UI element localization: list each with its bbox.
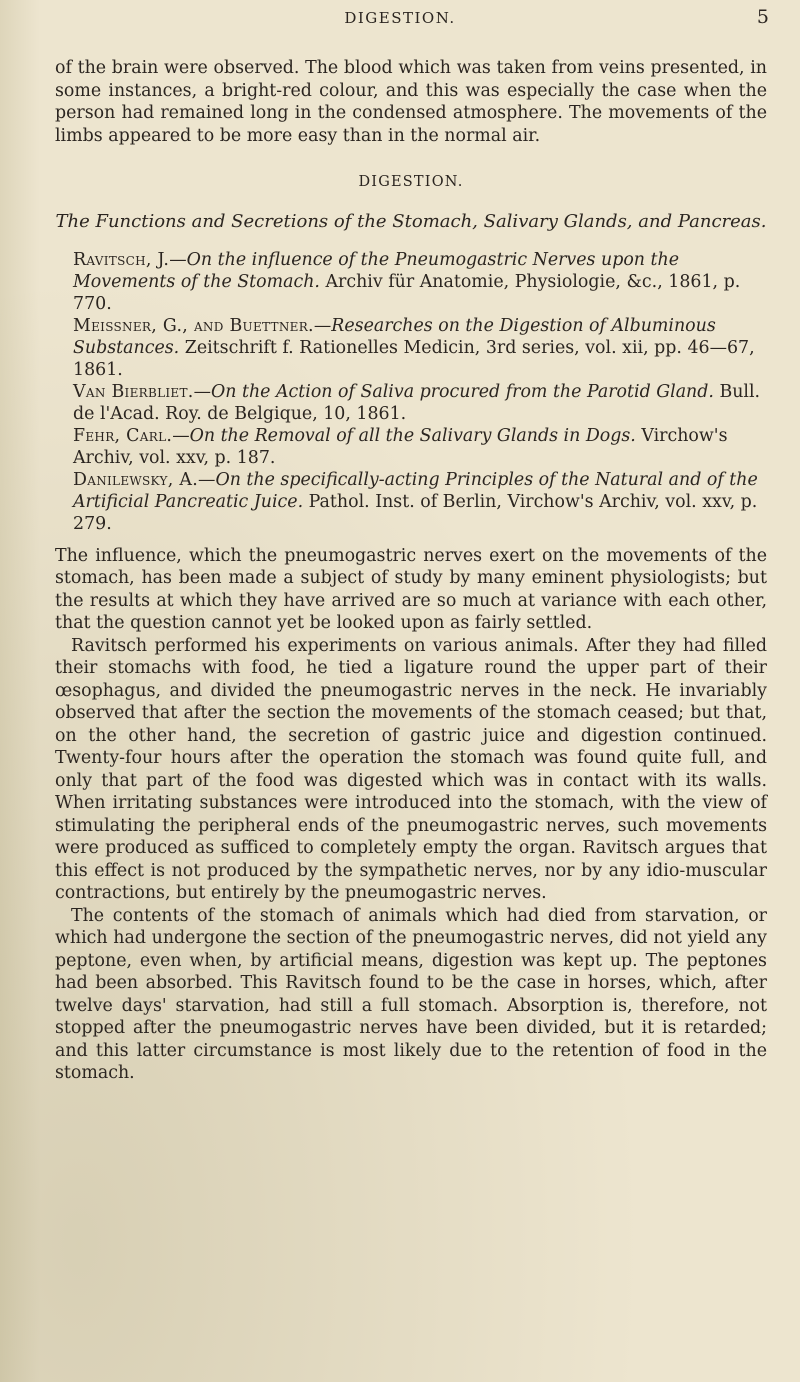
reference-author: Danilewsky, A.: [73, 469, 199, 490]
reference-author: Meissner, G., and Buettner.: [73, 315, 314, 336]
body-paragraph: The influence, which the pneumogastric nerves exert on the movements of the stomach, has been made a subject of study by many eminent physiologists; but the results at which they have arrived are so much at variance with each other, that the question cannot yet be looked upon as fairly settled.: [55, 545, 767, 633]
page-content: [55, 57, 767, 1085]
reference-title: On the Removal of all the Salivary Glands in Dogs.: [189, 425, 636, 446]
reference-item: Danilewsky, A.—On the specifically-acting Principles of the Natural and of the Artificial Pancreatic Juice. Pathol. Inst. of Berlin, Virchow's Archiv, vol. xxv, p. 279.: [73, 469, 758, 534]
reference-title: Researches on the Digestion of Albuminous Substances.: [73, 315, 716, 358]
reference-source: Pathol. Inst. of Berlin, Virchow's Archiv, vol. xxv, p. 279.: [73, 491, 758, 534]
reference-item: Van Bierbliet.—On the Action of Saliva procured from the Parotid Gland. Bull. de l'Acad. Roy. de Belgique, 10, 1861.: [73, 381, 761, 424]
reference-source: Virchow's Archiv, vol. xxv, p. 187.: [73, 425, 728, 468]
body-paragraph: Ravitsch performed his experiments on various animals. After they had filled their stomachs with food, he tied a ligature round the upper part of their œsophagus, and divided the pneumogastric nerves in the neck. He invariably observed that after the section the movements of the stomach ceased; but that, on the other hand, the secretion of gastric juice and digestion continued. Twenty-four hours after the operation the stomach was found quite full, and only that part of the food was digested which was in contact with its walls. When irritating substances were introduced into the stomach, with the view of stimulating the peripheral ends of the pneumogastric nerves, such movements were produced as sufficed to completely empty the organ. Ravitsch argues that this effect is not produced by the sympathetic nerves, nor by any idio-muscular contractions, but entirely by the pneumogastric nerves.: [55, 635, 767, 903]
intro-paragraph: of the brain were observed. The blood which was taken from veins presented, in some instances, a bright-red colour, and this was especially the case when the person had remained long in the condensed atmosphere. The movements of the limbs appeared to be more easy than in the normal air.: [55, 58, 767, 146]
reference-title: On the specifically-acting Principles of the Natural and of the Artificial Pancreatic Juice.: [73, 469, 758, 512]
reference-item: Meissner, G., and Buettner.—Researches on the Digestion of Albuminous Substances. Zeitschrift f. Rationelles Medicin, 3rd series, vol. xii, pp. 46—67, 1861.: [73, 315, 755, 380]
reference-author: Fehr, Carl.: [73, 425, 173, 446]
reference-item: Ravitsch, J.—On the influence of the Pneumogastric Nerves upon the Movements of the Stomach. Archiv für Anatomie, Physiologie, &c., 1861, p. 770.: [73, 249, 741, 314]
section-heading: DIGESTION.: [358, 174, 464, 190]
reference-title: On the influence of the Pneumogastric Nerves upon the Movements of the Stomach.: [73, 249, 680, 292]
reference-source: Archiv für Anatomie, Physiologie, &c., 1861, p. 770.: [73, 271, 741, 314]
section-subtitle: The Functions and Secretions of the Stomach, Salivary Glands, and Pancreas.: [55, 210, 767, 232]
running-head: DIGESTION.: [344, 9, 456, 27]
reference-item: Fehr, Carl.—On the Removal of all the Salivary Glands in Dogs. Virchow's Archiv, vol. xxv, p. 187.: [73, 425, 728, 468]
reference-author: Ravitsch, J.: [73, 249, 170, 270]
page-header: [0, 6, 800, 32]
reference-list: [55, 249, 767, 535]
body-text: [55, 545, 767, 1085]
reference-source: Zeitschrift f. Rationelles Medicin, 3rd series, vol. xii, pp. 46—67, 1861.: [73, 337, 755, 380]
body-paragraph: The contents of the stomach of animals which had died from starvation, or which had undergone the section of the pneumogastric nerves, did not yield any peptone, even when, by artificial means, digestion was kept up. The peptones had been absorbed. This Ravitsch found to be the case in horses, which, after twelve days' starvation, had still a full stomach. Absorption is, therefore, not stopped after the pneumogastric nerves have been divided, but it is retarded; and this latter circumstance is most likely due to the retention of food in the stomach.: [55, 905, 767, 1083]
reference-author: Van Bierbliet.: [73, 381, 194, 402]
reference-title: On the Action of Saliva procured from the Parotid Gland.: [210, 381, 714, 402]
reference-source: Bull. de l'Acad. Roy. de Belgique, 10, 1861.: [73, 381, 761, 424]
page-number: 5: [756, 6, 769, 28]
